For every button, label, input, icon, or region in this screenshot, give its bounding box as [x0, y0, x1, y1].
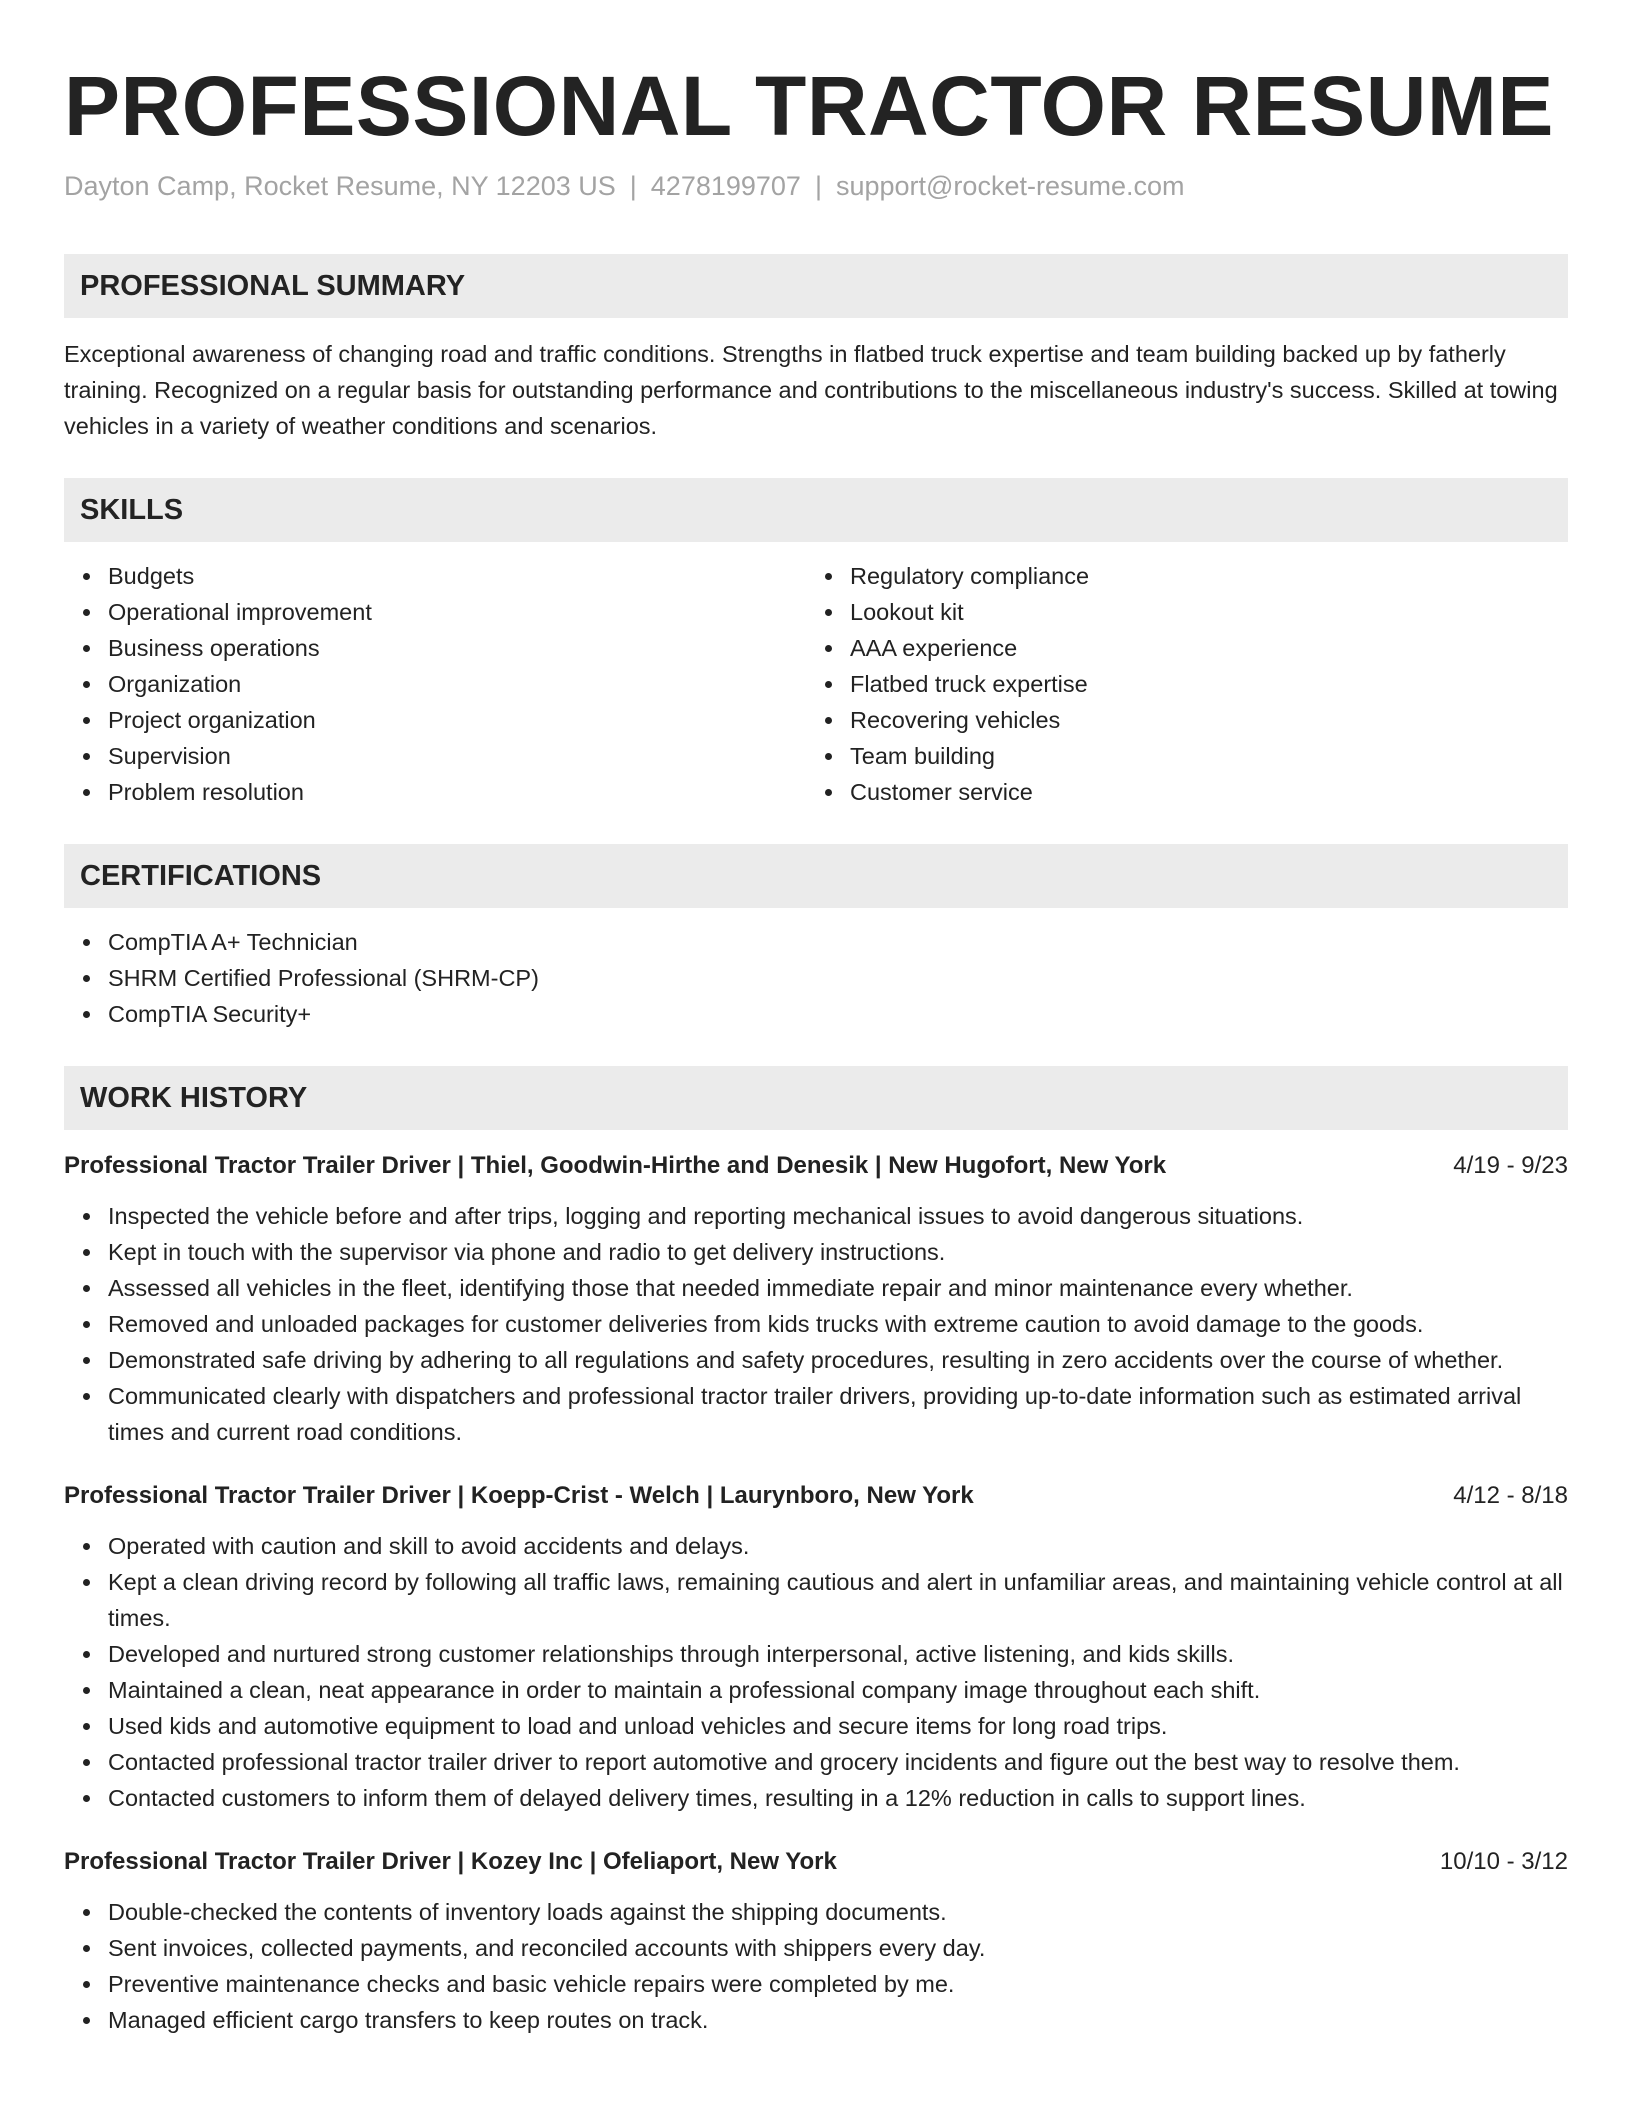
job-bullet: Kept in touch with the supervisor via phone and radio to get delivery instructions.: [108, 1234, 1568, 1270]
certification-item: SHRM Certified Professional (SHRM-CP): [108, 960, 1568, 996]
skill-item: Organization: [108, 666, 806, 702]
job-dates: 4/19 - 9/23: [1453, 1152, 1568, 1179]
summary-heading: PROFESSIONAL SUMMARY: [64, 254, 1568, 318]
job-bullets: [64, 1894, 1568, 2038]
job-bullet: Demonstrated safe driving by adhering to all regulations and safety procedures, resulting in zero accidents over the course of whether.: [108, 1342, 1568, 1378]
resume-title: PROFESSIONAL TRACTOR RESUME: [64, 59, 1554, 153]
job-title: Professional Tractor Trailer Driver | Thiel, Goodwin-Hirthe and Denesik | New Hugofort, New York: [64, 1152, 1167, 1179]
certifications-heading: CERTIFICATIONS: [64, 844, 1568, 908]
certifications-list: [64, 924, 1568, 1032]
job-bullet: Used kids and automotive equipment to load and unload vehicles and secure items for long road trips.: [108, 1708, 1568, 1744]
job-header: [64, 1478, 1568, 1514]
job-entry: [64, 1148, 1568, 1450]
skill-item: Lookout kit: [850, 594, 1548, 630]
contact-separator: |: [814, 171, 822, 201]
contact-line: [64, 168, 1568, 204]
skill-item: Recovering vehicles: [850, 702, 1548, 738]
job-dates: 4/12 - 8/18: [1453, 1482, 1568, 1509]
job-bullet: Assessed all vehicles in the fleet, identifying those that needed immediate repair and minor maintenance every whether.: [108, 1270, 1568, 1306]
job-dates: 10/10 - 3/12: [1439, 1848, 1568, 1875]
job-bullet: Maintained a clean, neat appearance in order to maintain a professional company image throughout each shift.: [108, 1672, 1568, 1708]
job-bullet: Kept a clean driving record by following all traffic laws, remaining cautious and alert in unfamiliar areas, and maintaining vehicle control at all times.: [108, 1564, 1568, 1636]
certification-item: CompTIA Security+: [108, 996, 1568, 1032]
certification-item: CompTIA A+ Technician: [108, 924, 1568, 960]
summary-text: Exceptional awareness of changing road and traffic conditions. Strengths in flatbed truck expertise and team building backed up by fatherly training. Recognized on a regular basis for outstanding performance and contributions to the miscellaneous industry's success. Skilled at towing vehicles in a variety of weather conditions and scenarios.: [64, 341, 1558, 439]
skills-list-right: [806, 558, 1548, 810]
contact-phone: 4278199707: [650, 171, 801, 201]
skill-item: AAA experience: [850, 630, 1548, 666]
contact-separator: |: [629, 171, 637, 201]
job-header: [64, 1148, 1568, 1184]
job-bullet: Developed and nurtured strong customer relationships through interpersonal, active listening, and kids skills.: [108, 1636, 1568, 1672]
work-history-heading: WORK HISTORY: [64, 1066, 1568, 1130]
skill-item: Regulatory compliance: [850, 558, 1548, 594]
job-bullet: Inspected the vehicle before and after trips, logging and reporting mechanical issues to avoid dangerous situations.: [108, 1198, 1568, 1234]
skills-columns: [64, 558, 1568, 810]
skill-item: Project organization: [108, 702, 806, 738]
skills-list-left: [64, 558, 806, 810]
job-title: Professional Tractor Trailer Driver | Kozey Inc | Ofeliaport, New York: [64, 1848, 837, 1875]
contact-email: support@rocket-resume.com: [835, 171, 1185, 201]
job-bullets: [64, 1528, 1568, 1816]
skill-item: Budgets: [108, 558, 806, 594]
job-bullet: Sent invoices, collected payments, and reconciled accounts with shippers every day.: [108, 1930, 1568, 1966]
job-header: [64, 1844, 1568, 1880]
job-bullet: Double-checked the contents of inventory loads against the shipping documents.: [108, 1894, 1568, 1930]
contact-address: Dayton Camp, Rocket Resume, NY 12203 US: [64, 171, 616, 201]
job-bullet: Managed efficient cargo transfers to keep routes on track.: [108, 2002, 1568, 2038]
job-entry: [64, 1478, 1568, 1816]
skill-item: Supervision: [108, 738, 806, 774]
job-bullet: Removed and unloaded packages for customer deliveries from kids trucks with extreme caution to avoid damage to the goods.: [108, 1306, 1568, 1342]
resume-page: [64, 0, 1568, 2038]
skill-item: Operational improvement: [108, 594, 806, 630]
skill-item: Problem resolution: [108, 774, 806, 810]
job-bullet: Operated with caution and skill to avoid accidents and delays.: [108, 1528, 1568, 1564]
job-bullet: Communicated clearly with dispatchers and professional tractor trailer drivers, providing up-to-date information such as estimated arrival times and current road conditions.: [108, 1378, 1568, 1450]
skill-item: Team building: [850, 738, 1548, 774]
job-bullet: Contacted professional tractor trailer driver to report automotive and grocery incidents and figure out the best way to resolve them.: [108, 1744, 1568, 1780]
skills-heading: SKILLS: [64, 478, 1568, 542]
job-bullets: [64, 1198, 1568, 1450]
job-title: Professional Tractor Trailer Driver | Koepp-Crist - Welch | Laurynboro, New York: [64, 1482, 974, 1509]
skill-item: Flatbed truck expertise: [850, 666, 1548, 702]
job-entry: [64, 1844, 1568, 2038]
job-bullet: Contacted customers to inform them of delayed delivery times, resulting in a 12% reduction in calls to support lines.: [108, 1780, 1568, 1816]
skill-item: Business operations: [108, 630, 806, 666]
skill-item: Customer service: [850, 774, 1548, 810]
job-bullet: Preventive maintenance checks and basic vehicle repairs were completed by me.: [108, 1966, 1568, 2002]
